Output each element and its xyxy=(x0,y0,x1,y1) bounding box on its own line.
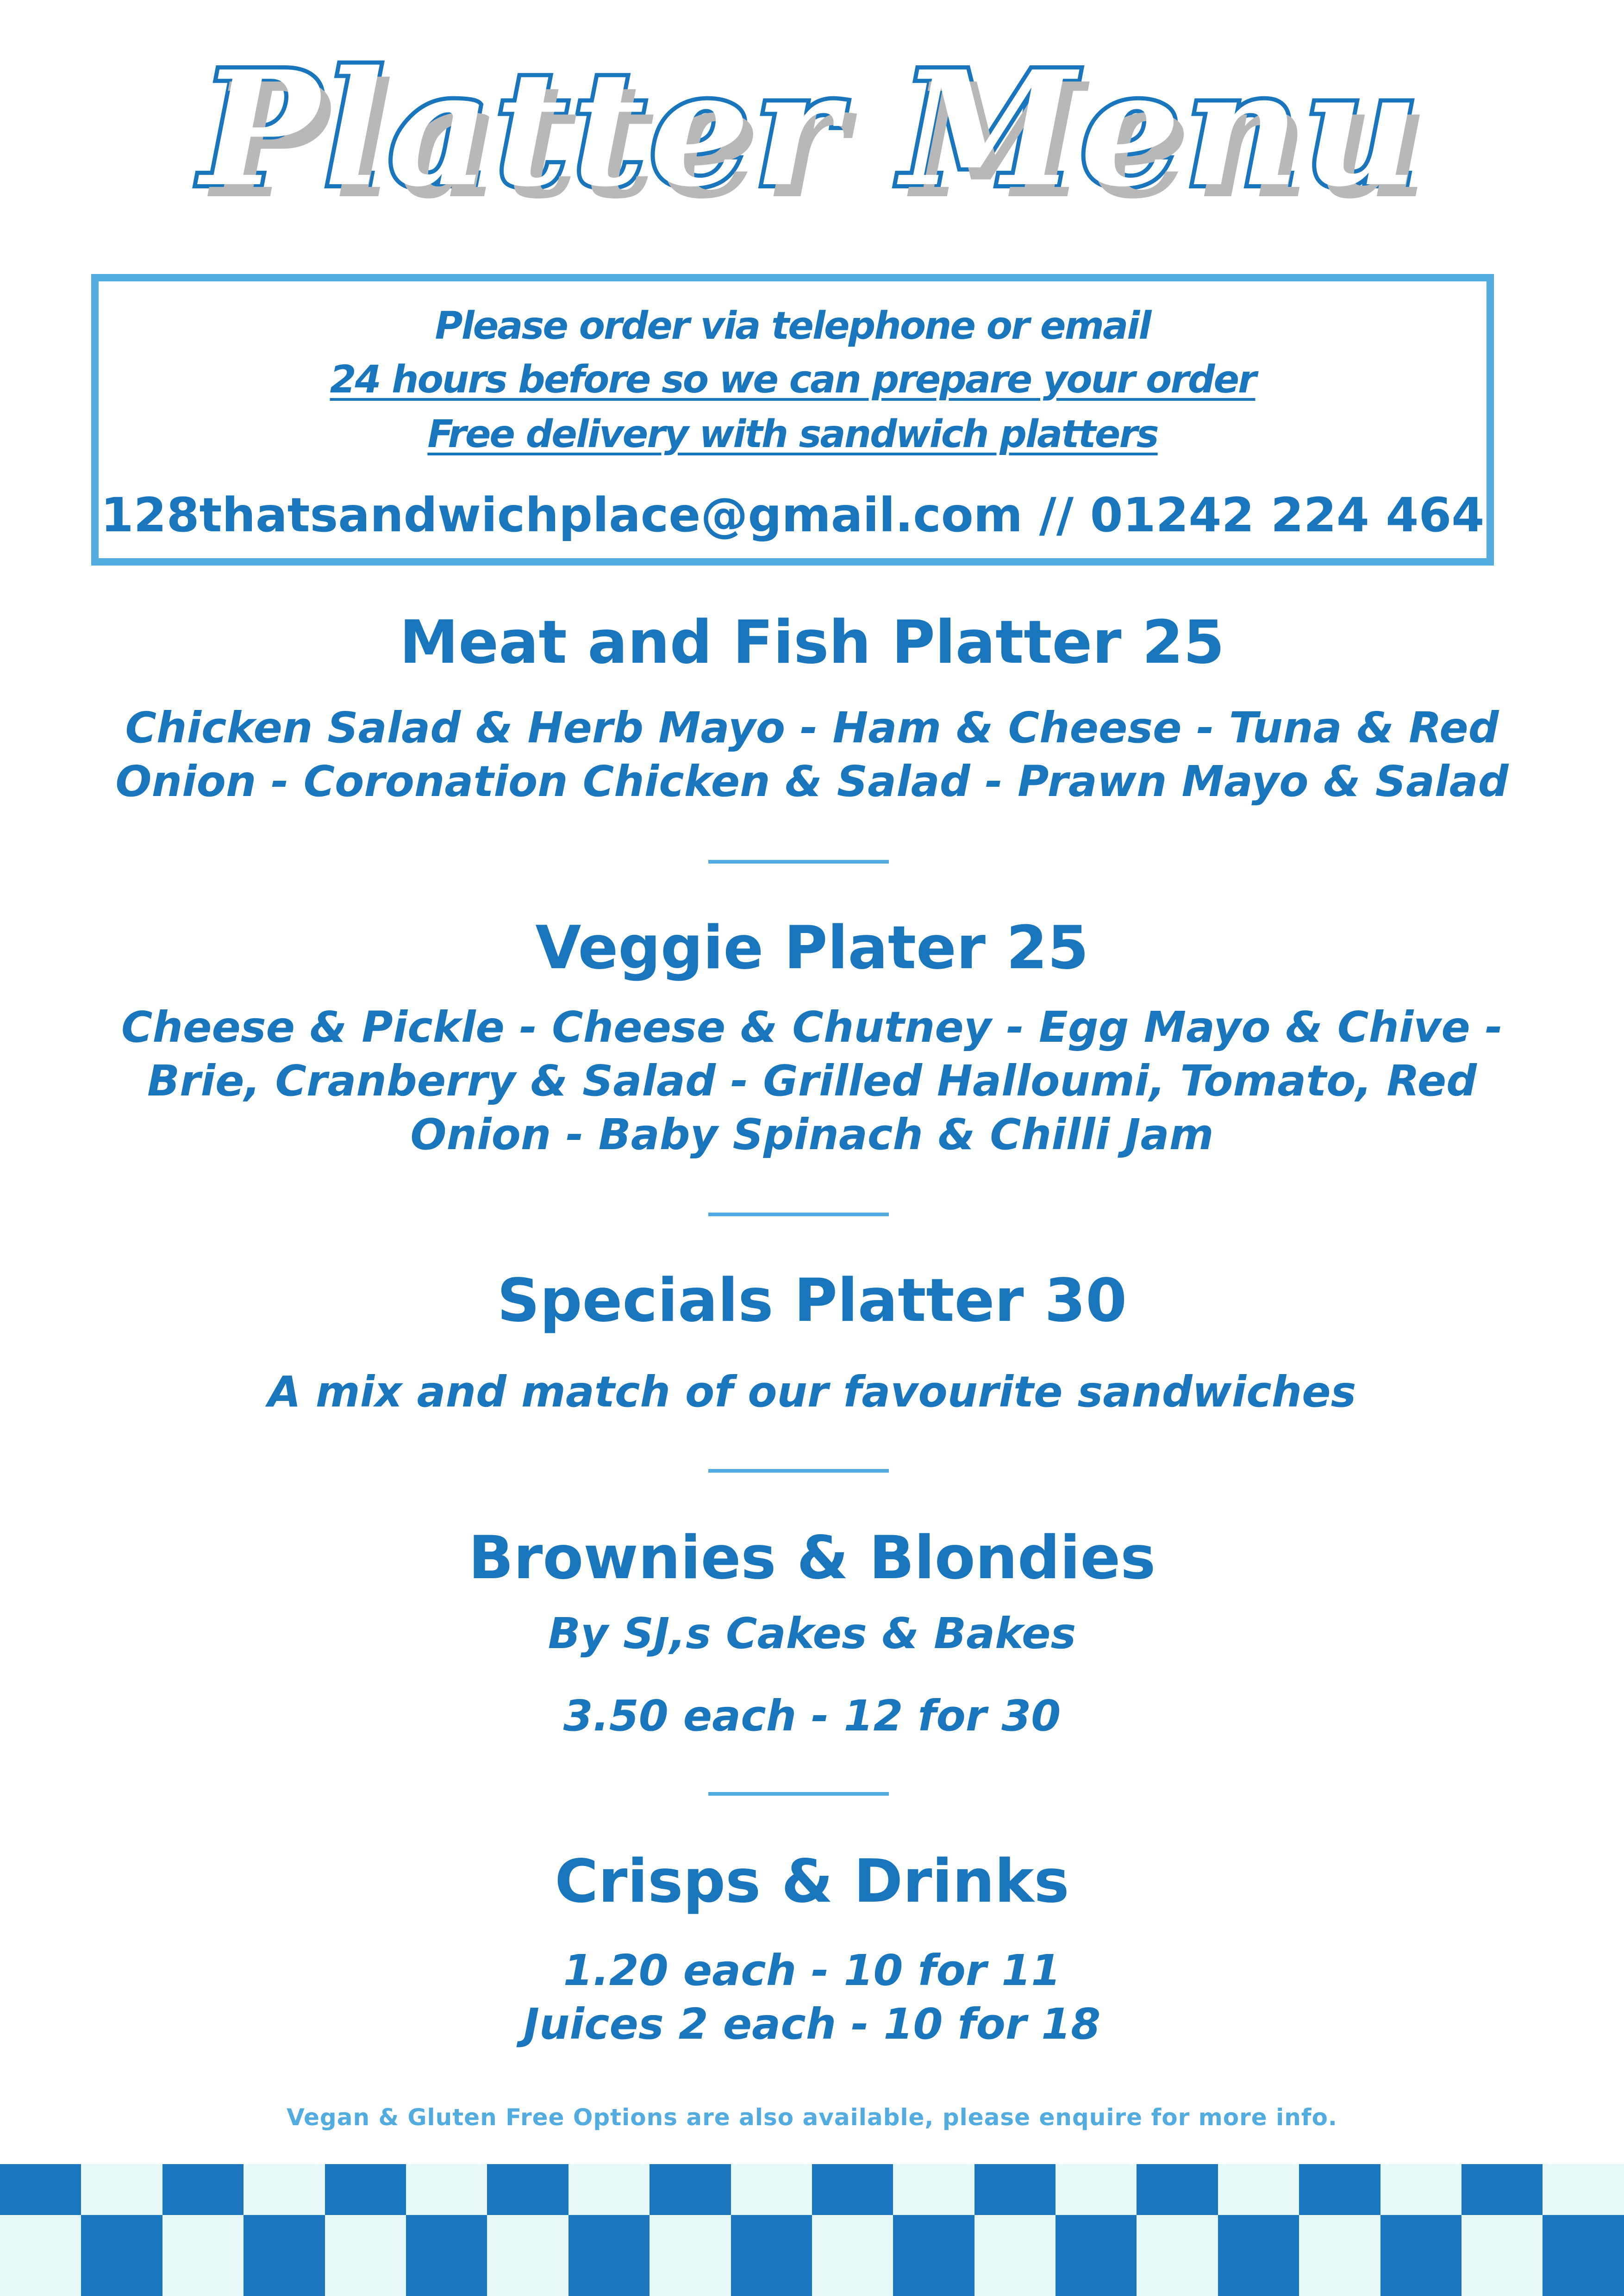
checker-cell xyxy=(162,2164,244,2215)
contact-details: 128thatsandwichplace@gmail.com // 01242 224 464 xyxy=(100,488,1485,543)
checker-cell xyxy=(1299,2164,1380,2215)
checker-cell xyxy=(1056,2164,1137,2215)
checker-cell xyxy=(244,2215,325,2296)
section-line: 3.50 each - 12 for 30 xyxy=(563,1691,1061,1741)
checker-cell xyxy=(1543,2164,1624,2215)
section-line: Brie, Cranberry & Salad - Grilled Halloumi, Tomato, Red xyxy=(147,1056,1477,1106)
checker-cell xyxy=(1462,2215,1543,2296)
section-line: Cheese & Pickle - Cheese & Chutney - Egg Mayo & Chive - xyxy=(121,1002,1503,1052)
checker-cell xyxy=(1543,2215,1624,2296)
checker-cell xyxy=(325,2215,406,2296)
section-line: Onion - Coronation Chicken & Salad - Prawn Mayo & Salad xyxy=(115,757,1509,806)
checker-cell xyxy=(893,2164,974,2215)
order-lead-time: 24 hours before so we can prepare your order xyxy=(330,358,1255,402)
section-heading-brownies: Brownies & Blondies xyxy=(468,1524,1156,1593)
checker-cell xyxy=(487,2215,568,2296)
section-heading-specials: Specials Platter 30 xyxy=(497,1266,1127,1335)
checker-cell xyxy=(812,2164,893,2215)
checker-cell xyxy=(974,2215,1056,2296)
checker-cell xyxy=(81,2215,162,2296)
menu-title: Platter Menu xyxy=(200,37,1424,222)
section-divider xyxy=(708,1792,889,1796)
section-divider xyxy=(708,860,889,864)
checker-cell xyxy=(487,2164,568,2215)
checker-cell xyxy=(1299,2215,1380,2296)
checker-cell xyxy=(568,2215,650,2296)
section-line: 1.20 each - 10 for 11 xyxy=(563,1946,1061,1995)
section-line: A mix and match of our favourite sandwiches xyxy=(268,1367,1356,1417)
checker-cell xyxy=(0,2215,81,2296)
order-instruction: Please order via telephone or email xyxy=(435,304,1150,348)
checker-cell xyxy=(1056,2215,1137,2296)
checker-cell xyxy=(325,2164,406,2215)
checker-row xyxy=(0,2215,1624,2296)
checker-cell xyxy=(1218,2164,1299,2215)
checker-cell xyxy=(650,2215,731,2296)
checker-cell xyxy=(650,2164,731,2215)
checker-cell xyxy=(406,2164,487,2215)
section-divider xyxy=(708,1213,889,1216)
checker-cell xyxy=(244,2164,325,2215)
dietary-footnote: Vegan & Gluten Free Options are also available, please enquire for more info. xyxy=(287,2104,1337,2131)
checker-cell xyxy=(1137,2215,1218,2296)
checker-cell xyxy=(1380,2164,1462,2215)
section-heading-meat-fish: Meat and Fish Platter 25 xyxy=(399,608,1225,677)
order-info-box xyxy=(91,274,1494,566)
section-heading-crisps-drinks: Crisps & Drinks xyxy=(555,1847,1069,1916)
section-divider xyxy=(708,1469,889,1473)
checker-cell xyxy=(1137,2164,1218,2215)
checker-cell xyxy=(812,2215,893,2296)
free-delivery-note: Free delivery with sandwich platters xyxy=(427,412,1158,456)
checker-cell xyxy=(81,2164,162,2215)
checker-row xyxy=(0,2164,1624,2215)
checker-cell xyxy=(974,2164,1056,2215)
checker-cell xyxy=(1462,2164,1543,2215)
checker-cell xyxy=(1380,2215,1462,2296)
checker-cell xyxy=(0,2164,81,2215)
checkered-border xyxy=(0,2164,1624,2296)
checker-cell xyxy=(893,2215,974,2296)
section-line: Onion - Baby Spinach & Chilli Jam xyxy=(410,1110,1214,1159)
checker-cell xyxy=(731,2215,812,2296)
section-line: Juices 2 each - 10 for 18 xyxy=(523,1999,1101,2049)
checker-cell xyxy=(1218,2215,1299,2296)
section-line: Chicken Salad & Herb Mayo - Ham & Cheese - Tuna & Red xyxy=(125,703,1499,753)
checker-cell xyxy=(162,2215,244,2296)
section-heading-veggie: Veggie Plater 25 xyxy=(535,914,1089,983)
section-line: By SJ,s Cakes & Bakes xyxy=(548,1609,1076,1658)
checker-cell xyxy=(406,2215,487,2296)
checker-cell xyxy=(568,2164,650,2215)
checker-cell xyxy=(731,2164,812,2215)
